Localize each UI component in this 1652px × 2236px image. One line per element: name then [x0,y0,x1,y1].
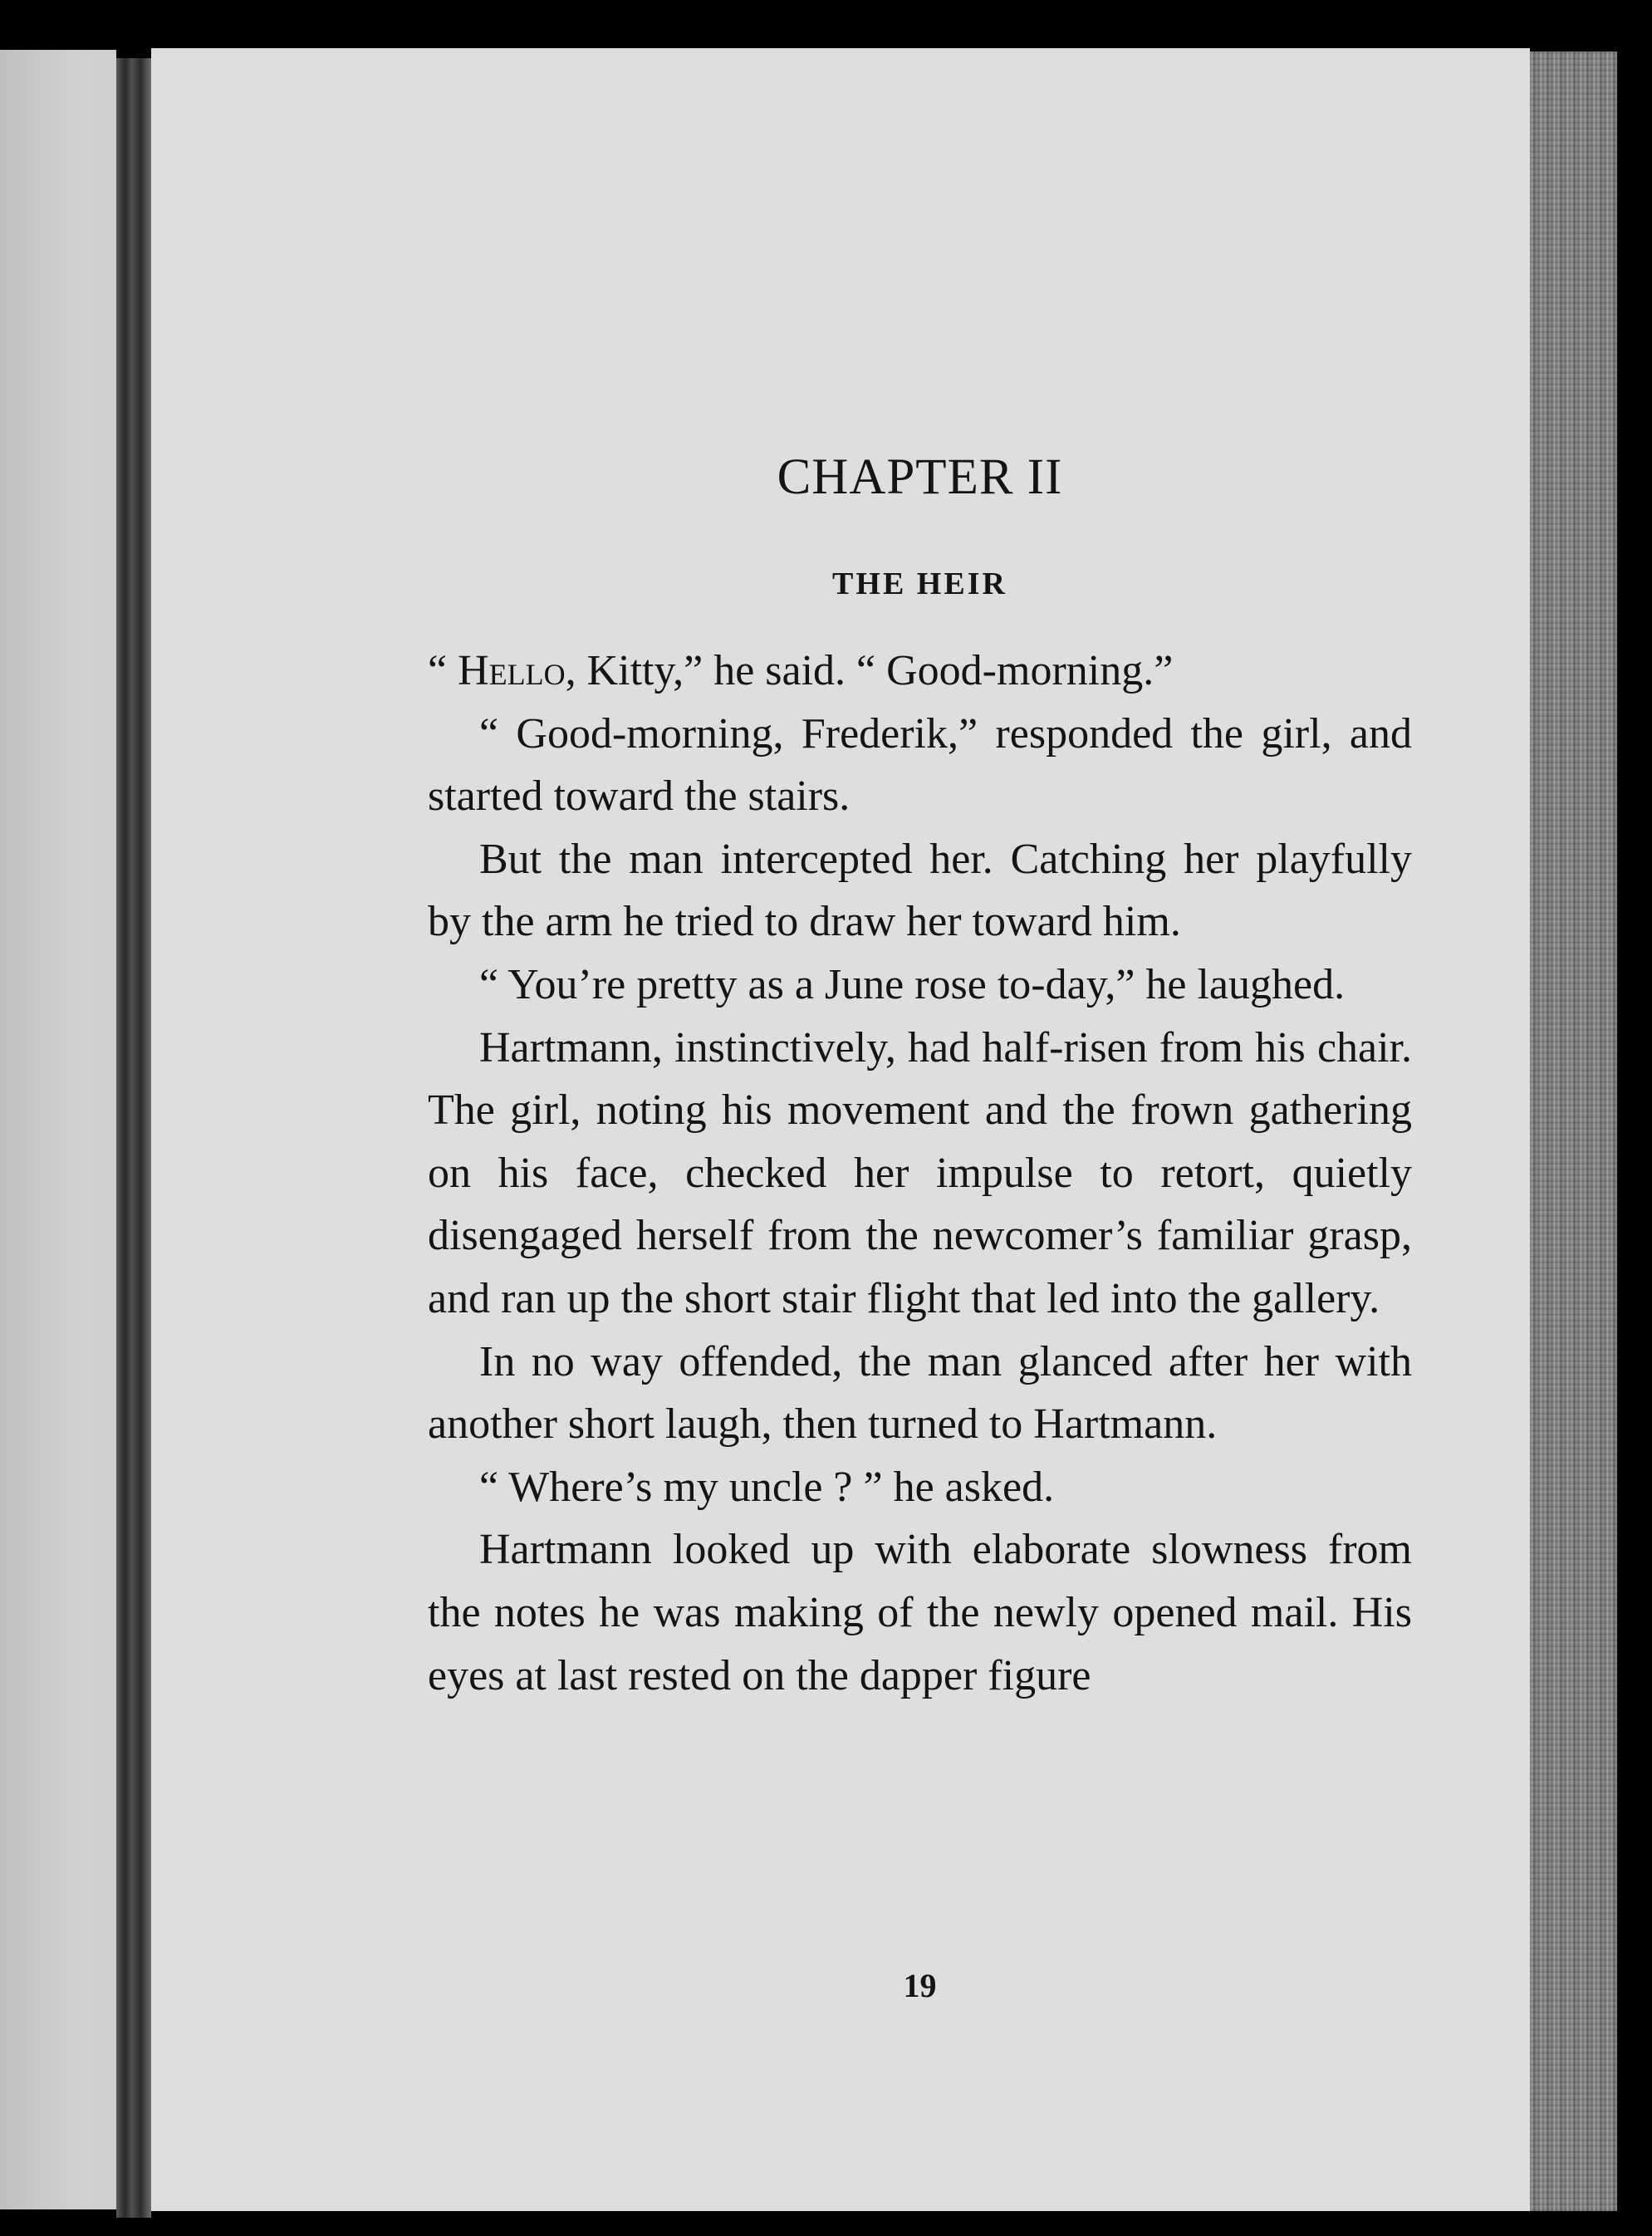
paragraph-1 [428,640,1412,703]
paragraph-8: Hartmann looked up with elaborate slowness from the notes he was making of the newly opened mail. His eyes at last rested on the dapper figure [428,1526,1412,1699]
paragraph-7: “ Where’s my uncle ? ” he asked. [479,1463,1055,1511]
right-page-edges [1530,51,1617,2211]
paragraph-5: Hartmann, instinctively, had half-risen from his chair. The girl, noting his movement and the frown gathering on his face, checked her impulse to retort, quietly disengaged herself from the newcomer’s familiar grasp, and ran up the short stair flight that led into the gallery. [428,1023,1412,1322]
page-number: 19 [903,1967,937,2004]
body-text [428,640,1412,1707]
paragraph-3: But the man intercepted her. Catching her playfully by the arm he tried to draw her toward him. [428,835,1412,946]
book-page [151,48,1530,2211]
book-gutter [116,58,151,2218]
left-page-edge [0,50,116,2209]
chapter-title: CHAPTER II [777,449,1063,505]
paragraph-text: Kitty,” he said. “ Good-morning.” [576,647,1174,694]
paragraph-lead: “ Hello, [428,647,576,694]
paragraph-4: “ You’re pretty as a June rose to-day,” he laughed. [479,960,1346,1008]
paragraph-2: “ Good-morning, Frederik,” responded the girl, and started toward the stairs. [428,709,1412,821]
chapter-subtitle: THE HEIR [832,566,1007,601]
paragraph-6: In no way offended, the man glanced after her with another short laugh, then turned to Hartmann. [428,1337,1412,1449]
